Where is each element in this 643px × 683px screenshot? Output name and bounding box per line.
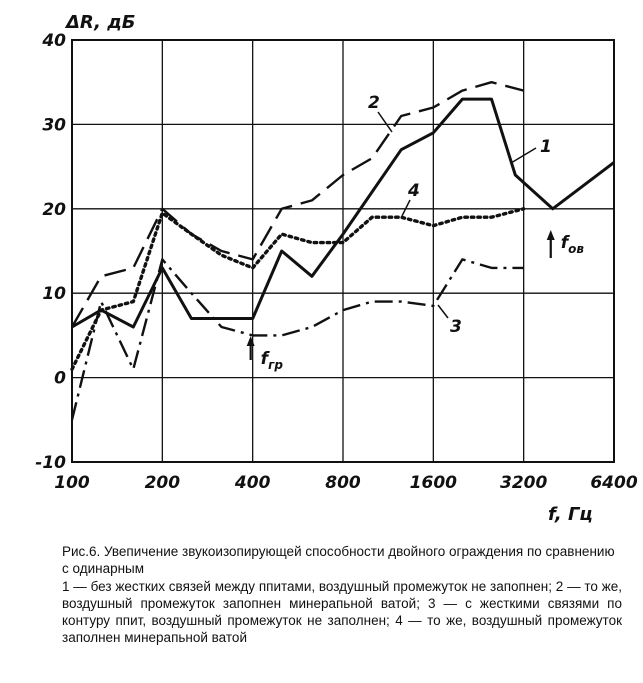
series-label-4: 4: [408, 181, 420, 201]
y-tick-label: 20: [42, 199, 66, 220]
x-tick-label: 400: [234, 473, 271, 493]
annotation-subscript: ов: [568, 242, 584, 256]
series-label-leader-4: [402, 200, 410, 216]
figure-caption-title: Рис.6. Увепичение звукоизопирующей способности двойного ограждения по сравнению с одинарным: [62, 544, 615, 576]
series-label-2: 2: [368, 93, 380, 113]
series-line-2: [72, 82, 524, 327]
y-tick-label: 30: [42, 115, 66, 136]
annotation-subscript: гр: [268, 358, 283, 372]
annotation-arrow-head: [247, 336, 255, 346]
figure-caption-legend: 1 — без жестких связей между ппитами, воздушный промежуток не запопнен; 2 — то же, воздушный промежуток запопнен минерапьной ватой; 3 — с жесткими связями по контуру ппит, воздушный промежуток не заполнен; 4 — то же, воздушный промежуток заполнен минерапьной ватой: [62, 579, 622, 645]
y-tick-label: 10: [42, 284, 66, 305]
x-tick-label: 100: [54, 473, 90, 493]
annotation-arrow-head: [547, 230, 555, 240]
x-tick-label: 200: [144, 473, 181, 493]
annotation-label: $f_{ов}$: [560, 233, 584, 256]
y-tick-label: 0: [54, 368, 66, 389]
series-label-3: 3: [450, 317, 462, 337]
series-label-1: 1: [540, 137, 552, 157]
x-tick-label: 6400: [590, 473, 638, 493]
annotations: [247, 230, 585, 372]
series-line-4: [72, 209, 524, 369]
annotation-ов: [547, 230, 585, 258]
x-tick-label: 3200: [500, 473, 548, 493]
chart-grid: [72, 40, 614, 462]
y-tick-label: 40: [42, 31, 66, 51]
x-tick-label: 800: [325, 473, 361, 493]
annotation-label: $f_{гр}$: [260, 349, 283, 372]
y-axis-ticks: [35, 31, 66, 473]
x-axis-label: f, Гц: [548, 504, 593, 525]
x-tick-label: 1600: [409, 473, 457, 493]
y-axis-label: ΔR, дБ: [66, 12, 136, 33]
y-tick-label: -10: [35, 453, 66, 473]
x-axis-ticks: [54, 473, 638, 493]
series-label-leader-2: [378, 112, 392, 132]
series-label-leader-3: [438, 305, 448, 318]
